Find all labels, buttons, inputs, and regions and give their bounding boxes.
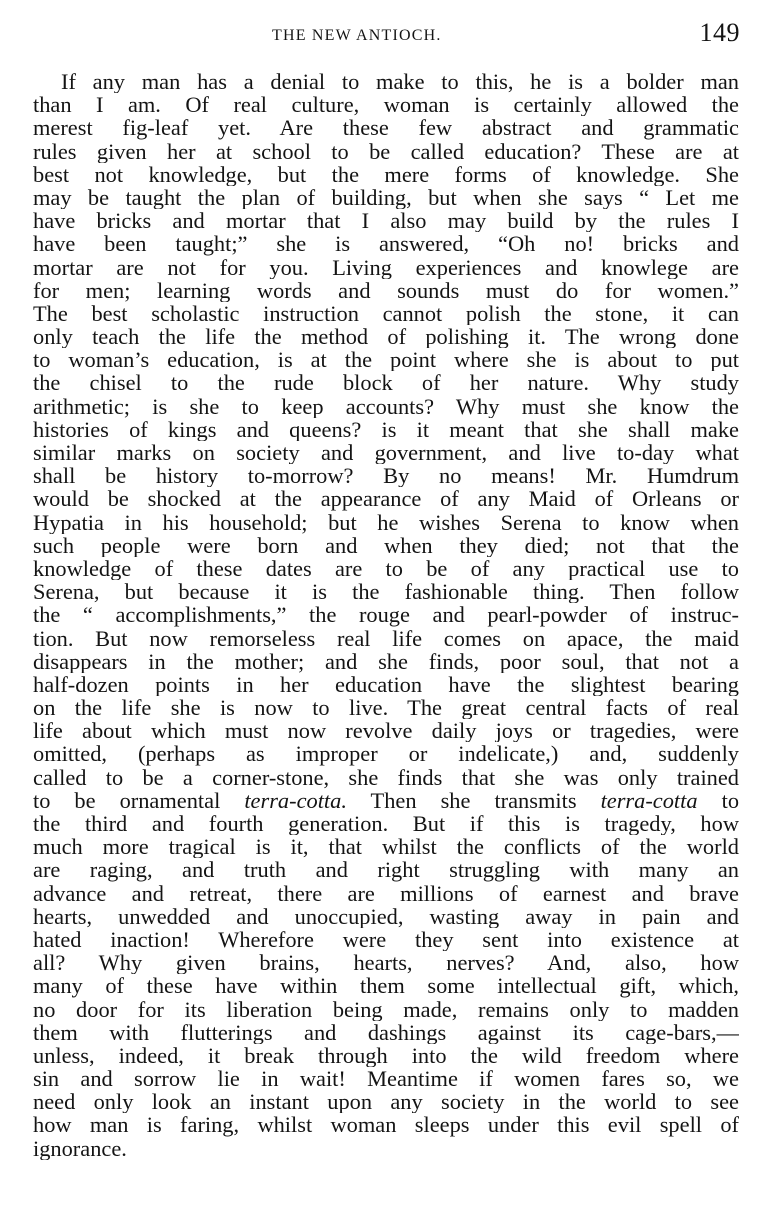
- text-line: the third and fourth generation. But if this is tragedy, how: [33, 812, 739, 836]
- text-line: merest fig-leaf yet. Are these few abstract and grammatic: [33, 116, 739, 140]
- text-line: tion. But now remorseless real life comes on apace, the maid: [33, 626, 739, 650]
- text-line-with-italics: [33, 789, 739, 812]
- text-line: called to be a corner-stone, she finds that she was only trained: [33, 765, 739, 789]
- text-line: hated inaction! Wherefore were they sent into existence at: [33, 927, 739, 952]
- text-line: best not knowledge, but the mere forms of knowledge. She: [33, 162, 739, 186]
- text-line: knowledge of these dates are to be of any practical use to: [33, 556, 739, 581]
- text-line: them with flutterings and dashings against its cage-bars,—: [33, 1020, 739, 1044]
- text-line: the chisel to the rude block of her nature. Why study: [33, 371, 739, 395]
- text-line: the “ accomplishments,” the rouge and pearl-powder of instruc-: [33, 603, 739, 627]
- text-line: have bricks and mortar that I also may build by the rules I: [33, 209, 739, 233]
- text-line: rules given her at school to be called education? These are at: [33, 139, 739, 163]
- text-line: on the life she is now to live. The great central facts of real: [33, 696, 739, 720]
- text-segment: Then she transmits: [346, 788, 601, 812]
- text-segment: to be ornamental: [33, 788, 245, 812]
- italic-term: terra-cotta.: [244, 788, 347, 812]
- text-line: may be taught the plan of building, but when she says “ Let me: [33, 185, 739, 210]
- text-line: sin and sorrow lie in wait! Meantime if women fares so, we: [33, 1067, 739, 1091]
- running-head: [0, 18, 776, 58]
- text-line: such people were born and when they died; not that the: [33, 533, 739, 557]
- text-line: for men; learning words and sounds must do for women.”: [33, 278, 739, 302]
- text-line: histories of kings and queens? is it meant that she shall make: [33, 417, 739, 441]
- text-line: to woman’s education, is at the point where she is about to put: [33, 348, 739, 372]
- running-title: THE NEW ANTIOCH.: [272, 27, 442, 44]
- text-line: how man is faring, whilst woman sleeps under this evil spell of: [33, 1113, 739, 1137]
- text-line: arithmetic; is she to keep accounts? Why must she know the: [33, 394, 739, 418]
- text-line: If any man has a denial to make to this, he is a bolder man: [61, 70, 739, 94]
- italic-term: terra-cotta: [600, 788, 698, 812]
- text-line: hearts, unwedded and unoccupied, wasting away in pain and: [33, 904, 739, 928]
- text-line: The best scholastic instruction cannot polish the stone, it can: [33, 301, 739, 326]
- text-line: than I am. Of real culture, woman is certainly allowed the: [33, 93, 739, 117]
- page-number: 149: [699, 18, 740, 47]
- text-line: are raging, and truth and right struggling with many an: [33, 858, 739, 882]
- text-segment: to: [697, 788, 739, 812]
- text-line: mortar are not for you. Living experiences and knowlege are: [33, 255, 739, 279]
- text-line: many of these have within them some intellectual gift, which,: [33, 974, 739, 998]
- text-line: no door for its liberation being made, remains only to madden: [33, 997, 739, 1021]
- text-line: similar marks on society and government, and live to-day what: [33, 441, 739, 465]
- text-line: all? Why given brains, hearts, nerves? And, also, how: [33, 951, 739, 975]
- text-line: omitted, (perhaps as improper or indelicate,) and, suddenly: [33, 742, 739, 766]
- text-line: half-dozen points in her education have the slightest bearing: [33, 672, 739, 697]
- text-line: only teach the life the method of polishing it. The wrong done: [33, 325, 739, 349]
- text-line: life about which must now revolve daily joys or tragedies, were: [33, 719, 739, 743]
- body-text: [33, 70, 739, 1160]
- text-line: shall be history to-morrow? By no means! Mr. Humdrum: [33, 464, 739, 488]
- text-line: disappears in the mother; and she finds, poor soul, that not a: [33, 649, 739, 673]
- text-line: advance and retreat, there are millions of earnest and brave: [33, 881, 739, 905]
- text-line: Serena, but because it is the fashionable thing. Then follow: [33, 580, 739, 604]
- text-line: Hypatia in his household; but he wishes Serena to know when: [33, 510, 739, 534]
- text-line: much more tragical is it, that whilst the conflicts of the world: [33, 835, 739, 859]
- text-line-final: ignorance.: [33, 1136, 127, 1160]
- text-line: would be shocked at the appearance of any Maid of Orleans or: [33, 487, 739, 511]
- text-line: need only look an instant upon any society in the world to see: [33, 1090, 739, 1114]
- text-line: unless, indeed, it break through into the wild freedom where: [33, 1043, 739, 1068]
- text-line: have been taught;” she is answered, “Oh no! bricks and: [33, 232, 739, 256]
